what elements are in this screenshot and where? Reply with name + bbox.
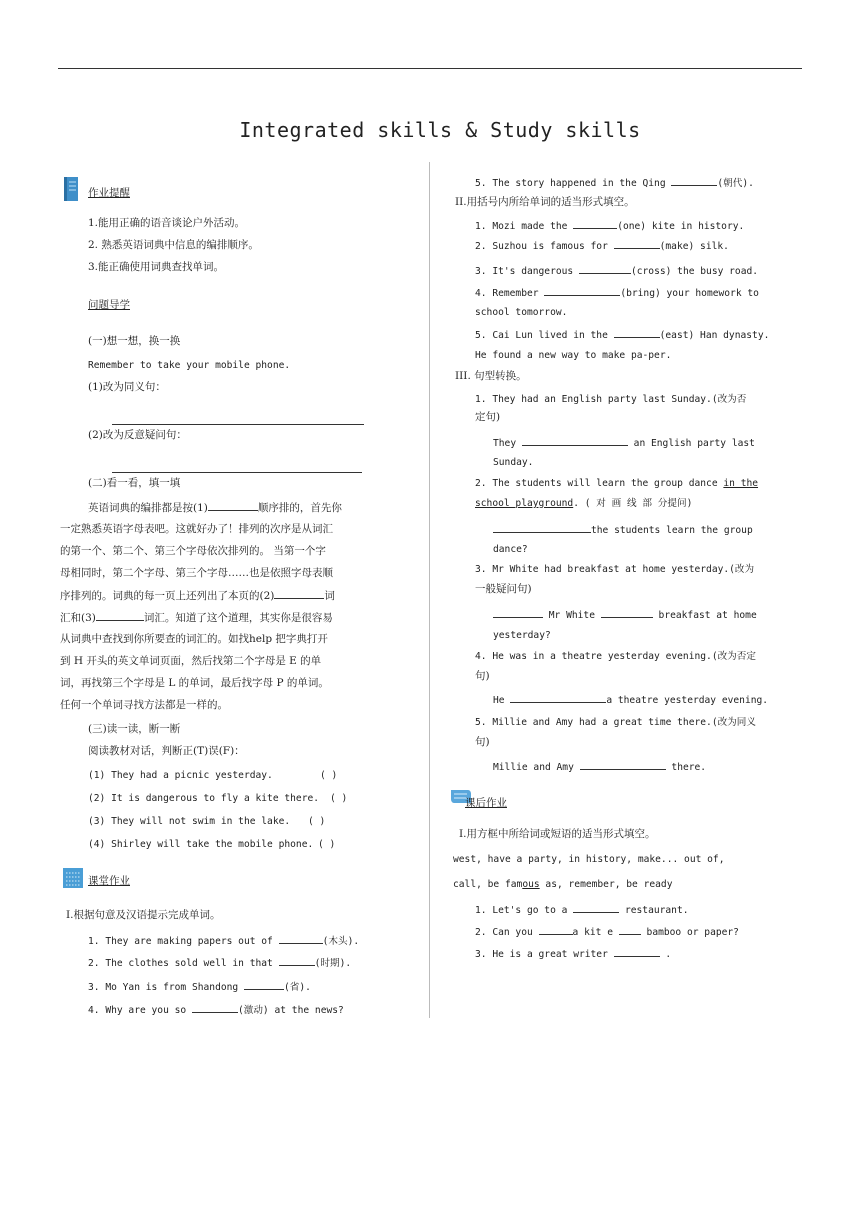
part3-title: (三)读一读，断一断 (88, 723, 181, 735)
part2-line-5: 序排列的。词典的每一页上还列出了本页的(2) 词 (60, 590, 335, 602)
column-divider (429, 162, 430, 1018)
fill-blank-1[interactable] (573, 218, 617, 229)
tf-paren-2[interactable]: ( ) (330, 793, 348, 804)
transform-3-answer-cont: yesterday? (493, 630, 551, 641)
transform-3-b: 一般疑问句) (475, 583, 532, 595)
tf-item-3: (3) They will not swim in the lake. (88, 816, 291, 827)
homework-subheading: Ⅰ.用方框中所给词或短语的适当形式填空。 (459, 828, 656, 840)
fill-item-5-cont: He found a new way to make pa-per. (475, 350, 672, 361)
section-heading-homework: 课后作业 (465, 797, 507, 809)
answer-line-1[interactable] (112, 424, 364, 425)
reminder-item-3: 3.能正确使用词典查找单词。 (88, 261, 225, 273)
section-heading-classwork: 课堂作业 (88, 875, 130, 887)
homework-blank-2a[interactable] (539, 924, 573, 935)
page-title: Integrated skills & Study skills (239, 118, 641, 142)
part1-sentence: Remember to take your mobile phone. (88, 360, 291, 371)
homework-blank-1[interactable] (573, 902, 619, 913)
tf-item-4: (4) Shirley will take the mobile phone. (88, 839, 314, 850)
top-rule (58, 68, 802, 69)
part2-line-1: 英语词典的编排都是按(1) 顺序排的，首先你 (88, 502, 342, 514)
transform-2-answer-cont: dance? (493, 544, 528, 555)
part2-line-8: 到 H 开头的英文单词页面，然后找第二个字母是 E 的单 (60, 655, 322, 667)
transform-blank-4[interactable] (510, 692, 606, 703)
part2-line-7: 从词典中查找到你所要查的词汇的。如找help 把字典打开 (60, 633, 328, 645)
homework-blank-3[interactable] (614, 946, 660, 957)
part1-q1: (1)改为同义句： (88, 381, 166, 393)
section-heading-reminder: 作业提醒 (88, 187, 130, 199)
transform-blank-2[interactable] (493, 522, 591, 533)
part2-line-3: 的第一个、第二个、第三个字母依次排列的。 当第一个字 (60, 545, 326, 557)
classwork-item-3: 3. Mo Yan is from Shandong (省). (88, 979, 311, 995)
fill-item-1: 1. Mozi made the (one) kite in history. (475, 218, 744, 234)
tf-paren-3[interactable]: ( ) (308, 816, 326, 827)
answer-line-2[interactable] (112, 472, 362, 473)
transform-5: 5. Millie and Amy had a great time there.(改为同义 (475, 717, 756, 728)
transform-1-answer-cont: Sunday. (493, 457, 534, 468)
part3-instruction: 阅读教材对话，判断正(T)误(F)： (88, 745, 245, 757)
blank-3[interactable] (96, 610, 144, 621)
transform-4: 4. He was in a theatre yesterday evening.(改为否定 (475, 651, 756, 662)
part1-title: (一)想一想，换一换 (88, 335, 181, 347)
blank-1[interactable] (208, 500, 258, 511)
transform-3: 3. Mr White had breakfast at home yesterday.(改为 (475, 564, 755, 575)
part3-heading: III. 句型转换。 (455, 370, 527, 382)
classwork-blank-4[interactable] (192, 1002, 238, 1013)
transform-1-b: 定句) (475, 411, 501, 423)
classwork-blank-1[interactable] (279, 933, 323, 944)
transform-blank-5[interactable] (580, 759, 666, 770)
classwork-item-5: 5. The story happened in the Qing (朝代). (475, 175, 754, 191)
part2-line-2: 一定熟悉英语字母表吧。这就好办了！排列的次序是从词汇 (60, 523, 333, 535)
reminder-item-1: 1.能用正确的语音谈论户外活动。 (88, 217, 246, 229)
part2-line-9: 词，再找第三个字母是 L 的单词，最后找字母 P 的单词。 (60, 677, 329, 689)
part2-heading: II.用括号内所给单词的适当形式填空。 (455, 196, 635, 208)
transform-5-b: 句) (475, 736, 490, 748)
transform-2: 2. The students will learn the group dance in the (475, 478, 759, 489)
fill-item-4-cont: school tomorrow. (475, 307, 568, 318)
fill-item-2: 2. Suzhou is famous for (make) silk. (475, 238, 729, 254)
homework-item-1: 1. Let's go to a restaurant. (475, 902, 689, 918)
fill-blank-4[interactable] (544, 285, 620, 296)
fill-blank-2[interactable] (614, 238, 660, 249)
word-box-line-2: call, be famous as, remember, be ready (453, 879, 673, 890)
fill-item-5: 5. Cai Lun lived in the (east) Han dynasty. (475, 327, 769, 343)
classwork-subheading: Ⅰ.根据句意及汉语提示完成单词。 (66, 909, 221, 921)
part2-line-10: 任何一个单词寻找方法都是一样的。 (60, 699, 228, 711)
transform-4-answer: He a theatre yesterday evening. (493, 692, 768, 708)
transform-blank-3b[interactable] (601, 607, 653, 618)
fill-blank-3[interactable] (579, 263, 631, 274)
reminder-item-2: 2. 熟悉英语词典中信息的编排顺序。 (88, 239, 259, 251)
transform-blank-3a[interactable] (493, 607, 543, 618)
transform-5-answer: Millie and Amy there. (493, 759, 706, 775)
part2-line-4: 母相同时，第二个字母、第三个字母……也是依照字母表顺 (60, 567, 333, 579)
transform-3-answer: Mr White breakfast at home (493, 607, 757, 623)
part2-title: (二)看一看，填一填 (88, 477, 181, 489)
tf-paren-1[interactable]: ( ) (320, 770, 338, 781)
classwork-blank-5[interactable] (671, 175, 717, 186)
classwork-item-2: 2. The clothes sold well in that (时期). (88, 955, 351, 971)
classwork-blank-2[interactable] (279, 955, 315, 966)
transform-2-answer: the students learn the group (493, 522, 753, 538)
tf-item-1: (1) They had a picnic yesterday. (88, 770, 273, 781)
homework-item-3: 3. He is a great writer . (475, 946, 671, 962)
blank-2[interactable] (274, 588, 324, 599)
classwork-item-1: 1. They are making papers out of (木头). (88, 933, 359, 949)
transform-4-b: 句) (475, 670, 490, 682)
part1-q2: (2)改为反意疑问句： (88, 429, 187, 441)
word-box-line-1: west, have a party, in history, make... out of, (453, 854, 725, 865)
transform-2-b: school playground. ( 对 画 线 部 分提问) (475, 498, 693, 509)
fill-blank-5[interactable] (614, 327, 660, 338)
transform-1-answer: They an English party last (493, 435, 755, 451)
homework-blank-2b[interactable] (619, 924, 641, 935)
part2-line-6: 汇和(3) 词汇。知道了这个道理，其实你是很容易 (60, 612, 333, 624)
notebook-icon (62, 867, 84, 889)
tf-item-2: (2) It is dangerous to fly a kite there. (88, 793, 320, 804)
tf-paren-4[interactable]: ( ) (318, 839, 336, 850)
transform-blank-1[interactable] (522, 435, 628, 446)
classwork-item-4: 4. Why are you so (激动) at the news? (88, 1002, 344, 1018)
fill-item-3: 3. It's dangerous (cross) the busy road. (475, 263, 758, 279)
fill-item-4: 4. Remember (bring) your homework to (475, 285, 759, 301)
section-heading-guide: 问题导学 (88, 299, 130, 311)
transform-1: 1. They had an English party last Sunday.(改为否 (475, 394, 747, 405)
homework-item-2: 2. Can you a kit e bamboo or paper? (475, 924, 739, 940)
classwork-blank-3[interactable] (244, 979, 284, 990)
book-icon (62, 176, 80, 202)
